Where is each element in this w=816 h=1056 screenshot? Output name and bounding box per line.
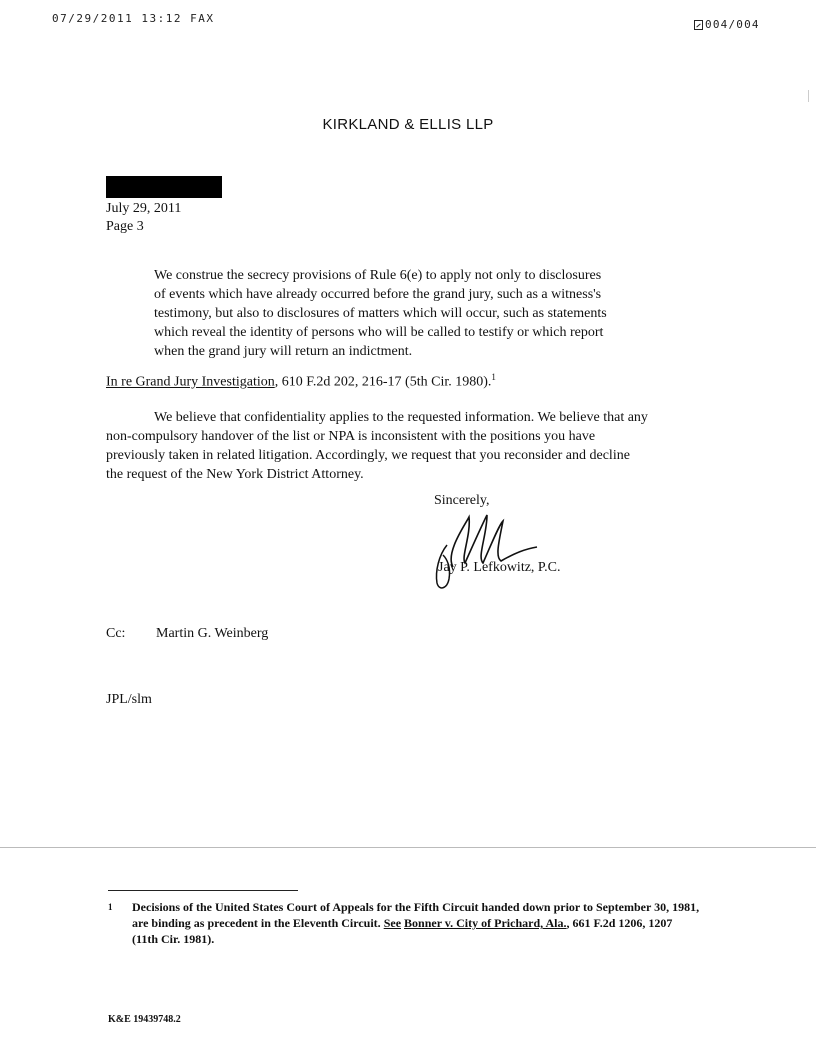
citation-case-name: In re Grand Jury Investigation xyxy=(106,374,275,390)
footnote-divider xyxy=(108,890,298,891)
document-id: K&E 19439748.2 xyxy=(108,1014,181,1025)
margin-mark xyxy=(808,90,809,102)
footnote-text xyxy=(132,899,732,947)
body-paragraph xyxy=(106,408,726,484)
footnote-mark: 1 xyxy=(108,902,113,912)
handwritten-signature xyxy=(425,505,545,595)
typist-initials: JPL/slm xyxy=(106,692,152,707)
body-line: previously taken in related litigation. Accordingly, we request that you reconsider and decline xyxy=(106,448,630,463)
cc-label: Cc: xyxy=(106,626,126,641)
quote-line: which reveal the identity of persons who will be called to testify or which report xyxy=(154,325,604,340)
fax-header-left: 07/29/2011 13:12 FAX xyxy=(52,12,215,25)
footnote-line: Decisions of the United States Court of Appeals for the Fifth Circuit handed down prior to September 30, 1981, xyxy=(132,900,700,914)
quote-line: testimony, but also to disclosures of matters which will occur, such as statements xyxy=(154,306,607,321)
scan-line xyxy=(0,847,816,848)
quote-line: when the grand jury will return an indictment. xyxy=(154,344,413,359)
page-number: Page 3 xyxy=(106,219,144,234)
footnote-see: See xyxy=(383,916,402,930)
fax-page-icon xyxy=(694,20,703,30)
block-quote xyxy=(154,266,644,361)
body-line: We believe that confidentiality applies to the requested information. We believe that any xyxy=(154,410,648,425)
footnote-line xyxy=(132,915,732,931)
letter-date: July 29, 2011 xyxy=(106,201,182,216)
cc-recipient: Martin G. Weinberg xyxy=(156,626,269,641)
fax-page-count: 004/004 xyxy=(705,18,760,31)
body-line: the request of the New York District Attorney. xyxy=(106,467,364,482)
quote-line: We construe the secrecy provisions of Rule 6(e) to apply not only to disclosures xyxy=(154,268,602,283)
footnote-line-part: are binding as precedent in the Eleventh Circuit. xyxy=(132,916,384,930)
letterhead-firm-name: KIRKLAND & ELLIS LLP xyxy=(322,116,494,133)
footnote-line-part: , 661 F.2d 1206, 1207 xyxy=(566,916,673,930)
closing-salutation: Sincerely, xyxy=(434,493,490,508)
body-line: non-compulsory handover of the list or NPA is inconsistent with the positions you have xyxy=(106,429,596,444)
redaction-block xyxy=(106,176,222,198)
case-citation xyxy=(106,372,496,391)
quote-line: of events which have already occurred before the grand jury, such as a witness's xyxy=(154,287,602,302)
signer-name: Jay P. Lefkowitz, P.C. xyxy=(438,560,561,575)
fax-header-right xyxy=(694,18,760,31)
footnote-reference: 1 xyxy=(491,372,496,382)
footnote-case-name: Bonner v. City of Prichard, Ala. xyxy=(404,916,567,930)
citation-reporter: , 610 F.2d 202, 216-17 (5th Cir. 1980). xyxy=(274,374,492,390)
footnote-line: (11th Cir. 1981). xyxy=(132,932,215,946)
